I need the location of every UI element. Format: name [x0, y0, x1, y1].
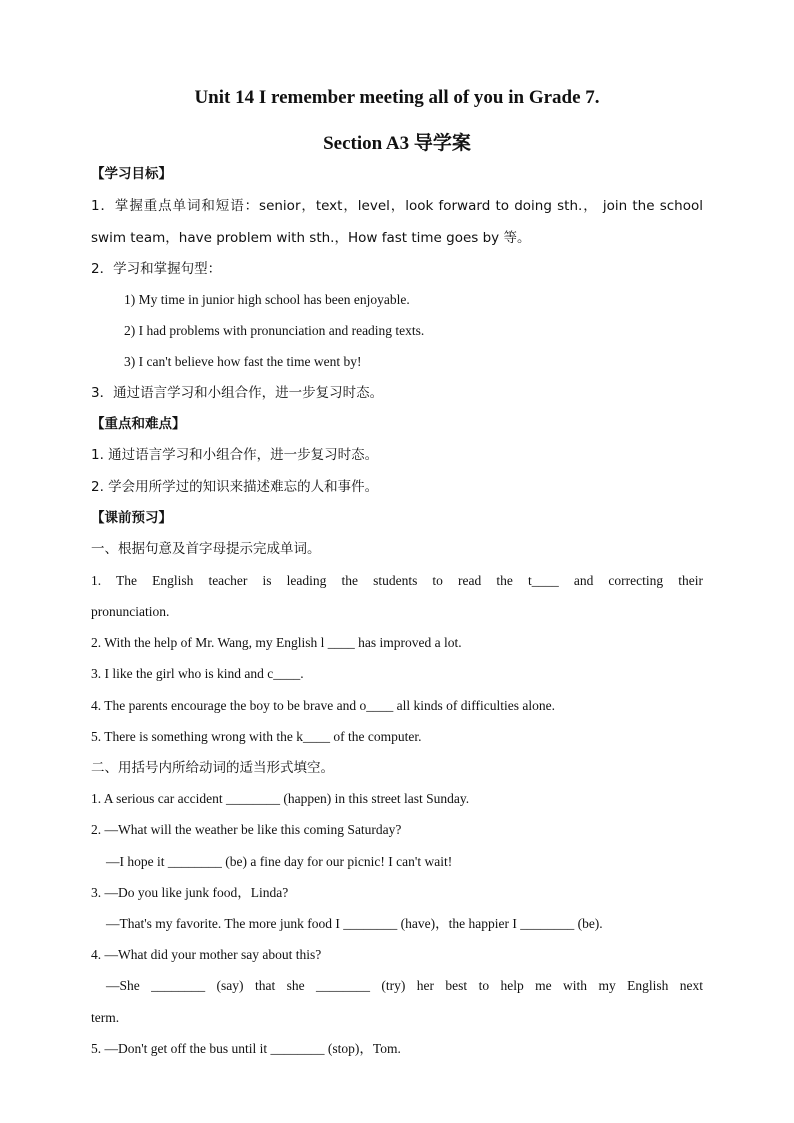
- text-line: 3) I can't believe how fast the time went by!: [124, 354, 362, 369]
- exercise-item: 3. —Do you like junk food，Linda?: [91, 885, 289, 900]
- text-line: swim team，have problem with sth.，How fast time goes by 等。: [91, 230, 531, 246]
- text-line: 1) My time in junior high school has been enjoyable.: [124, 292, 410, 307]
- text-line: 3．通过语言学习和小组合作，进一步复习时态。: [91, 385, 384, 401]
- exercise-item: —I hope it ________ (be) a fine day for our picnic! I can't wait!: [106, 854, 453, 869]
- exercise-item: 1. The English teacher is leading the students to read the t____ and correcting their: [91, 573, 703, 588]
- exercise-heading: 一、根据句意及首字母提示完成单词。: [91, 541, 321, 557]
- text-line: 2．学习和掌握句型：: [91, 261, 222, 277]
- document-subtitle: Section A3 导学案: [323, 133, 471, 154]
- exercise-item: 2. —What will the weather be like this coming Saturday?: [91, 822, 402, 837]
- exercise-item: 3. I like the girl who is kind and c____.: [91, 666, 304, 681]
- text-line: 1. 通过语言学习和小组合作，进一步复习时态。: [91, 447, 379, 463]
- exercise-heading: 二、用括号内所给动词的适当形式填空。: [91, 760, 334, 776]
- section-header-key-points: 【重点和难点】: [91, 416, 186, 432]
- exercise-item: pronunciation.: [91, 604, 170, 619]
- exercise-item: —She ________ (say) that she ________ (try) her best to help me with my English next: [106, 978, 703, 993]
- exercise-item: —That's my favorite. The more junk food I ________ (have)，the happier I ________ (be).: [106, 916, 603, 931]
- text-line: 1．掌握重点单词和短语：senior，text，level，look forward to doing sth.， join the school: [91, 198, 703, 214]
- exercise-item: 2. With the help of Mr. Wang, my English l ____ has improved a lot.: [91, 635, 462, 650]
- exercise-item: 5. —Don't get off the bus until it ________ (stop)，Tom.: [91, 1041, 401, 1056]
- section-header-objectives: 【学习目标】: [91, 166, 172, 182]
- exercise-item: 4. —What did your mother say about this?: [91, 947, 322, 962]
- document-title: Unit 14 I remember meeting all of you in Grade 7.: [194, 87, 600, 108]
- section-header-preview: 【课前预习】: [91, 510, 172, 526]
- exercise-item: 5. There is something wrong with the k____ of the computer.: [91, 729, 422, 744]
- text-line: 2) I had problems with pronunciation and reading texts.: [124, 323, 425, 338]
- exercise-item: 1. A serious car accident ________ (happen) in this street last Sunday.: [91, 791, 470, 806]
- exercise-item: 4. The parents encourage the boy to be brave and o____ all kinds of difficulties alone.: [91, 698, 555, 713]
- text-line: 2. 学会用所学过的知识来描述难忘的人和事件。: [91, 479, 379, 495]
- exercise-item: term.: [91, 1010, 120, 1025]
